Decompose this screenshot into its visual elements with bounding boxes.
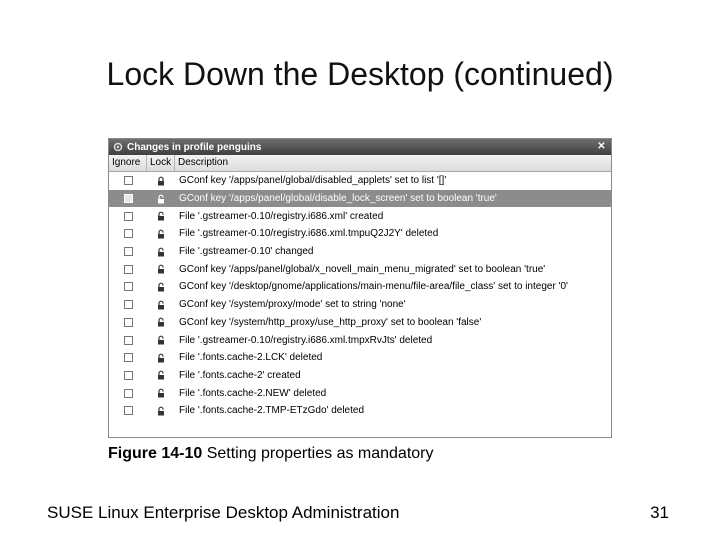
lock-icon[interactable]: [147, 300, 175, 310]
ignore-cell: [109, 265, 147, 274]
description-cell: GConf key '/apps/panel/global/x_novell_main_menu_migrated' set to boolean 'true': [179, 263, 546, 275]
lock-icon[interactable]: [147, 353, 175, 363]
gear-icon: [113, 142, 123, 152]
ignore-checkbox[interactable]: [124, 212, 133, 221]
figure-label: Figure 14-10: [108, 445, 203, 462]
column-header-lock[interactable]: Lock: [147, 155, 175, 171]
ignore-cell: [109, 389, 147, 398]
description-cell: File '.fonts.cache-2.NEW' deleted: [179, 387, 327, 399]
lock-icon[interactable]: [147, 229, 175, 239]
ignore-cell: [109, 406, 147, 415]
ignore-checkbox[interactable]: [124, 371, 133, 380]
lock-icon[interactable]: [147, 335, 175, 345]
ignore-cell: [109, 371, 147, 380]
description-cell: File '.fonts.cache-2.TMP-ETzGdo' deleted: [179, 405, 365, 417]
lock-icon[interactable]: [147, 247, 175, 257]
ignore-cell: [109, 194, 147, 203]
table-row[interactable]: [109, 260, 611, 278]
table-header: [109, 155, 611, 172]
description-cell: GConf key '/system/proxy/mode' set to string 'none': [179, 299, 406, 311]
description-cell: GConf key '/desktop/gnome/applications/main-menu/file-area/file_class' set to integer '0': [179, 281, 568, 293]
lock-icon[interactable]: [147, 264, 175, 274]
lock-icon[interactable]: [147, 282, 175, 292]
table-row[interactable]: [109, 207, 611, 225]
dialog-title: Changes in profile penguins: [127, 141, 262, 153]
table-row[interactable]: [109, 384, 611, 402]
table-row[interactable]: [109, 331, 611, 349]
description-cell: File '.fonts.cache-2' created: [179, 369, 301, 381]
ignore-checkbox[interactable]: [124, 318, 133, 327]
ignore-cell: [109, 176, 147, 185]
table-row[interactable]: [109, 225, 611, 243]
ignore-checkbox[interactable]: [124, 389, 133, 398]
ignore-cell: [109, 300, 147, 309]
lock-icon[interactable]: [147, 176, 175, 186]
description-cell: File '.gstreamer-0.10/registry.i686.xml.tmpuQ2J2Y' deleted: [179, 228, 439, 240]
ignore-checkbox[interactable]: [124, 336, 133, 345]
table-row[interactable]: [109, 190, 611, 208]
ignore-checkbox[interactable]: [124, 229, 133, 238]
footer-course-title: SUSE Linux Enterprise Desktop Administration: [47, 503, 400, 522]
close-icon[interactable]: ✕: [597, 141, 606, 152]
ignore-checkbox[interactable]: [124, 176, 133, 185]
figure-text: Setting properties as mandatory: [202, 445, 434, 462]
ignore-checkbox[interactable]: [124, 265, 133, 274]
description-cell: File '.gstreamer-0.10/registry.i686.xml.tmpxRvJts' deleted: [179, 334, 433, 346]
ignore-checkbox[interactable]: [124, 300, 133, 309]
lock-icon[interactable]: [147, 370, 175, 380]
lock-icon[interactable]: [147, 406, 175, 416]
ignore-checkbox[interactable]: [124, 406, 133, 415]
ignore-checkbox[interactable]: [124, 194, 133, 203]
lock-icon[interactable]: [147, 317, 175, 327]
lock-icon[interactable]: [147, 194, 175, 204]
page-number: 31: [650, 503, 669, 522]
table-row[interactable]: [109, 349, 611, 367]
description-cell: GConf key '/system/http_proxy/use_http_proxy' set to boolean 'false': [179, 316, 482, 328]
table-row[interactable]: [109, 278, 611, 296]
table-row[interactable]: [109, 243, 611, 261]
ignore-cell: [109, 336, 147, 345]
ignore-checkbox[interactable]: [124, 282, 133, 291]
ignore-cell: [109, 353, 147, 362]
ignore-checkbox[interactable]: [124, 247, 133, 256]
description-cell: File '.fonts.cache-2.LCK' deleted: [179, 352, 323, 364]
changes-list: [109, 172, 611, 420]
slide-title: Lock Down the Desktop (continued): [106, 56, 614, 92]
ignore-cell: [109, 282, 147, 291]
dialog-titlebar[interactable]: [109, 139, 611, 155]
table-row[interactable]: [109, 296, 611, 314]
table-row[interactable]: [109, 172, 611, 190]
changes-dialog: [108, 138, 612, 438]
description-cell: File '.gstreamer-0.10/registry.i686.xml' created: [179, 210, 384, 222]
table-row[interactable]: [109, 402, 611, 420]
ignore-checkbox[interactable]: [124, 353, 133, 362]
lock-icon[interactable]: [147, 388, 175, 398]
figure-caption: [108, 445, 434, 463]
column-header-description[interactable]: Description: [178, 157, 229, 168]
description-cell: GConf key '/apps/panel/global/disabled_applets' set to list '[]': [179, 175, 447, 187]
table-row[interactable]: [109, 314, 611, 332]
ignore-cell: [109, 318, 147, 327]
ignore-cell: [109, 247, 147, 256]
lock-icon[interactable]: [147, 211, 175, 221]
description-cell: GConf key '/apps/panel/global/disable_lock_screen' set to boolean 'true': [179, 193, 497, 205]
ignore-cell: [109, 229, 147, 238]
table-row[interactable]: [109, 367, 611, 385]
column-header-ignore[interactable]: Ignore: [109, 155, 147, 171]
ignore-cell: [109, 212, 147, 221]
description-cell: File '.gstreamer-0.10' changed: [179, 246, 314, 258]
